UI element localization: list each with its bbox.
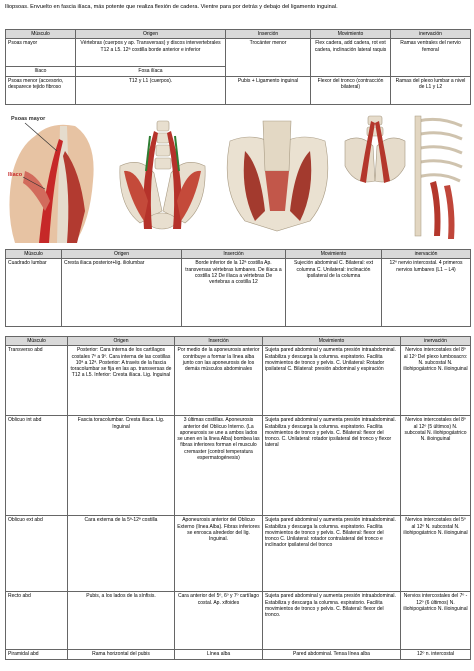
table-header-row xyxy=(6,30,471,39)
header-movimiento: Movimiento xyxy=(263,337,401,346)
cell-insercion: 3 últimas costillas. Aponeurosis anterior del Oblicuo Interno. (La aponeurosis se une a ambos lados se unen en la línea Alba) bombea las fibras inferiores forman el musculo cremaster (control temperatura espermatogénesis) xyxy=(175,416,263,516)
cell-movimiento: Sujeta pared abdominal y aumenta presión intraabdominal. Estabiliza y descarga la columna. espiratorio. Facilita movimientos de tronco y pelvis. C. Unilateral: Rotador ipsilateral C. Bilateral: presión abdominal y espiración xyxy=(263,346,401,416)
header-movimiento: Movimiento xyxy=(311,30,391,39)
header-origen: Origen xyxy=(62,250,182,259)
cell-insercion: Línea alba xyxy=(175,650,263,659)
cell-origen: Posterior: Cara interna de los cartílagos costales 7º a 9º. Cara interna de las costillas 10ª a 12ª. Posterior: A través de la fascia toracolumbar se fija en las ap. transversas de T12 a L5. Inferior: Cresta ilíaca. Lig. Inguinal xyxy=(68,346,175,416)
header-musculo: Músculo xyxy=(6,30,76,39)
cell-musculo: Piramidal abd xyxy=(6,650,68,659)
cell-inervacion: 12º n. intercostal xyxy=(401,650,471,659)
cuadrado-lumbar-table xyxy=(5,249,471,327)
cell-insercion: Trocánter menor xyxy=(226,39,311,76)
table-header-row xyxy=(6,250,471,259)
header-insercion: Inserción xyxy=(226,30,311,39)
header-inervacion: inervación xyxy=(382,250,471,259)
intro-text: Iliopsoas. Envuelto en fascia ilíaca, más potente que realiza flexión de cadera. Vientre para por detrás y debajo del ligamento inguinal. xyxy=(5,4,338,10)
iliopsoas-table xyxy=(5,29,471,105)
cell-insercion: Borde inferior de la 12ª costilla Ap. transversas vértebras lumbares. De ilíaca a costilla 12 De ilíaca a vértebras De vertebras a costilla 12 xyxy=(182,259,286,327)
table-row xyxy=(6,516,471,592)
header-insercion: Inserción xyxy=(182,250,286,259)
header-musculo: Músculo xyxy=(6,337,68,346)
cell-inervacion: Nervios intercostales del 8º al 12º Del plexo lumbosacro: N. subcostal N. iliohipogástrico N. ilioinguinal xyxy=(401,346,471,416)
cell-musculo: Oblicuo ext abd xyxy=(6,516,68,592)
cell-origen: Cresta iliaca posterior+lig. iliolumbar xyxy=(62,259,182,327)
table-row xyxy=(6,346,471,416)
cell-movimiento: Pared abdominal. Tensa línea alba xyxy=(263,650,401,659)
cell-insercion: Aponeurosis anterior del Oblicuo Externo (línea Alba). Fibras inferiores se enrosca alrededor del lig. Inguinal. xyxy=(175,516,263,592)
table-row xyxy=(6,39,471,67)
cell-movimiento: Sujeta pared abdominal y aumenta presión intraabdominal. Estabiliza y descarga la columna. espiratorio. Facilita movimientos de tronco y pelvis. C. Bilateral: flexor del tronco. xyxy=(263,592,401,650)
cell-insercion: Cara anterior del 5º, 6º y 7º cartílago costal. Ap. xifoides xyxy=(175,592,263,650)
table-row xyxy=(6,259,471,327)
header-musculo: Músculo xyxy=(6,250,62,259)
header-movimiento: Movimiento xyxy=(286,250,382,259)
cell-insercion: Pubis + Ligamento inguinal xyxy=(226,76,311,104)
header-inervacion: inervación xyxy=(391,30,471,39)
header-insercion: Inserción xyxy=(175,337,263,346)
table-row xyxy=(6,650,471,659)
cell-inervacion: Ramas del plexo lumbar a nivel de L1 y L2 xyxy=(391,76,471,104)
cell-origen: Vértebras (cuerpos y ap. Transversas) y discos intervertebrales T12 a L5. 12ª costilla borde anterior e inferior xyxy=(76,39,226,67)
table-row xyxy=(6,416,471,516)
cell-inervacion: Ramas ventrales del nervio femoral xyxy=(391,39,471,76)
cell-musculo: Transverso abd xyxy=(6,346,68,416)
cell-musculo: Oblicuo int abd xyxy=(6,416,68,516)
cell-origen: Pubis, a los lados de la sínfisis. xyxy=(68,592,175,650)
ribcage-figure xyxy=(410,111,470,243)
header-origen: Origen xyxy=(68,337,175,346)
cell-movimiento: Flexor del tronco (contracción bilateral) xyxy=(311,76,391,104)
pelvis-front-figure xyxy=(110,111,215,243)
cell-inervacion: 12º nervio intercostal. 4 primeros nervios lumbares (L1 – L4) xyxy=(382,259,471,327)
table-header-row xyxy=(6,337,471,346)
cell-origen: Cara externa de la 5ª-12ª costilla xyxy=(68,516,175,592)
cell-musculo: Psoas mayor xyxy=(6,39,76,67)
cell-origen: Fosa ilíaca xyxy=(76,67,226,76)
cell-inervacion: Nervios intercostales del 7º - 12º (6 últimos) N. iliohipogástrico N. ilioinguinal xyxy=(401,592,471,650)
cell-musculo: Psoas menor (accesorio, desparece tejido fibroso xyxy=(6,76,76,104)
cell-origen: Rama horizontal del pubis xyxy=(68,650,175,659)
cell-insercion: Por medio de la aponeurosis anterior contribuye a formar la línea alba junto con las aponeurosis de los demás músculos abdominales xyxy=(175,346,263,416)
cell-inervacion: Nervios intercostales del 5º al 12º N. subcostal N. iliohipogástrico N. ilioinguinal xyxy=(401,516,471,592)
label-iliaco: Ilíaco xyxy=(8,172,23,178)
cell-inervacion: Nervios intercostales del 8º al 12º (5 últimos) N. subcostal N. iliohipogástrico N. ilioinguinal xyxy=(401,416,471,516)
pelvis-muscle-figure xyxy=(215,111,340,243)
cell-movimiento: Sujeción abdominal C. Bilateral: ext columna C. Unilateral: inclinación ipsilateral de la columna xyxy=(286,259,382,327)
label-psoas-mayor: Psoas mayor xyxy=(11,116,46,122)
header-inervacion: inervación xyxy=(401,337,471,346)
cell-origen: Fascia toracolumbar. Cresta ilíaca. Lig. Inguinal xyxy=(68,416,175,516)
cell-musculo: Recto abd xyxy=(6,592,68,650)
table-row xyxy=(6,592,471,650)
cell-movimiento: Flex cadera, add cadera, rot ext cadera, inclinación lateral raquis xyxy=(311,39,391,76)
table-row xyxy=(6,76,471,104)
cell-origen: T12 y L1 (cuerpos). xyxy=(76,76,226,104)
cell-movimiento: Sujeta pared abdominal y aumenta presión intraabdominal. Estabiliza y descarga la columna. espiratorio. Facilita movimientos de tronco y pelvis. C. Bilateral: flexor del tronco. C. Unilateral: rotador ipsilateral del tronco y flexor lateral xyxy=(263,416,401,516)
cell-musculo: Cuadrado lumbar xyxy=(6,259,62,327)
pelvis-spine-figure xyxy=(340,111,410,243)
cell-musculo: Ilíaco xyxy=(6,67,76,76)
header-origen: Origen xyxy=(76,30,226,39)
cell-movimiento: Sujeta pared abdominal y aumenta presión intraabdominal. Estabiliza y descarga la columna. espiratorio. Facilita movimientos de tronco y pelvis. C. Bilateral: flexor del tronco C. Unilateral: rotador contralateral del tronco e inclinador ipsilateral del tronco xyxy=(263,516,401,592)
abdominales-table xyxy=(5,336,471,660)
